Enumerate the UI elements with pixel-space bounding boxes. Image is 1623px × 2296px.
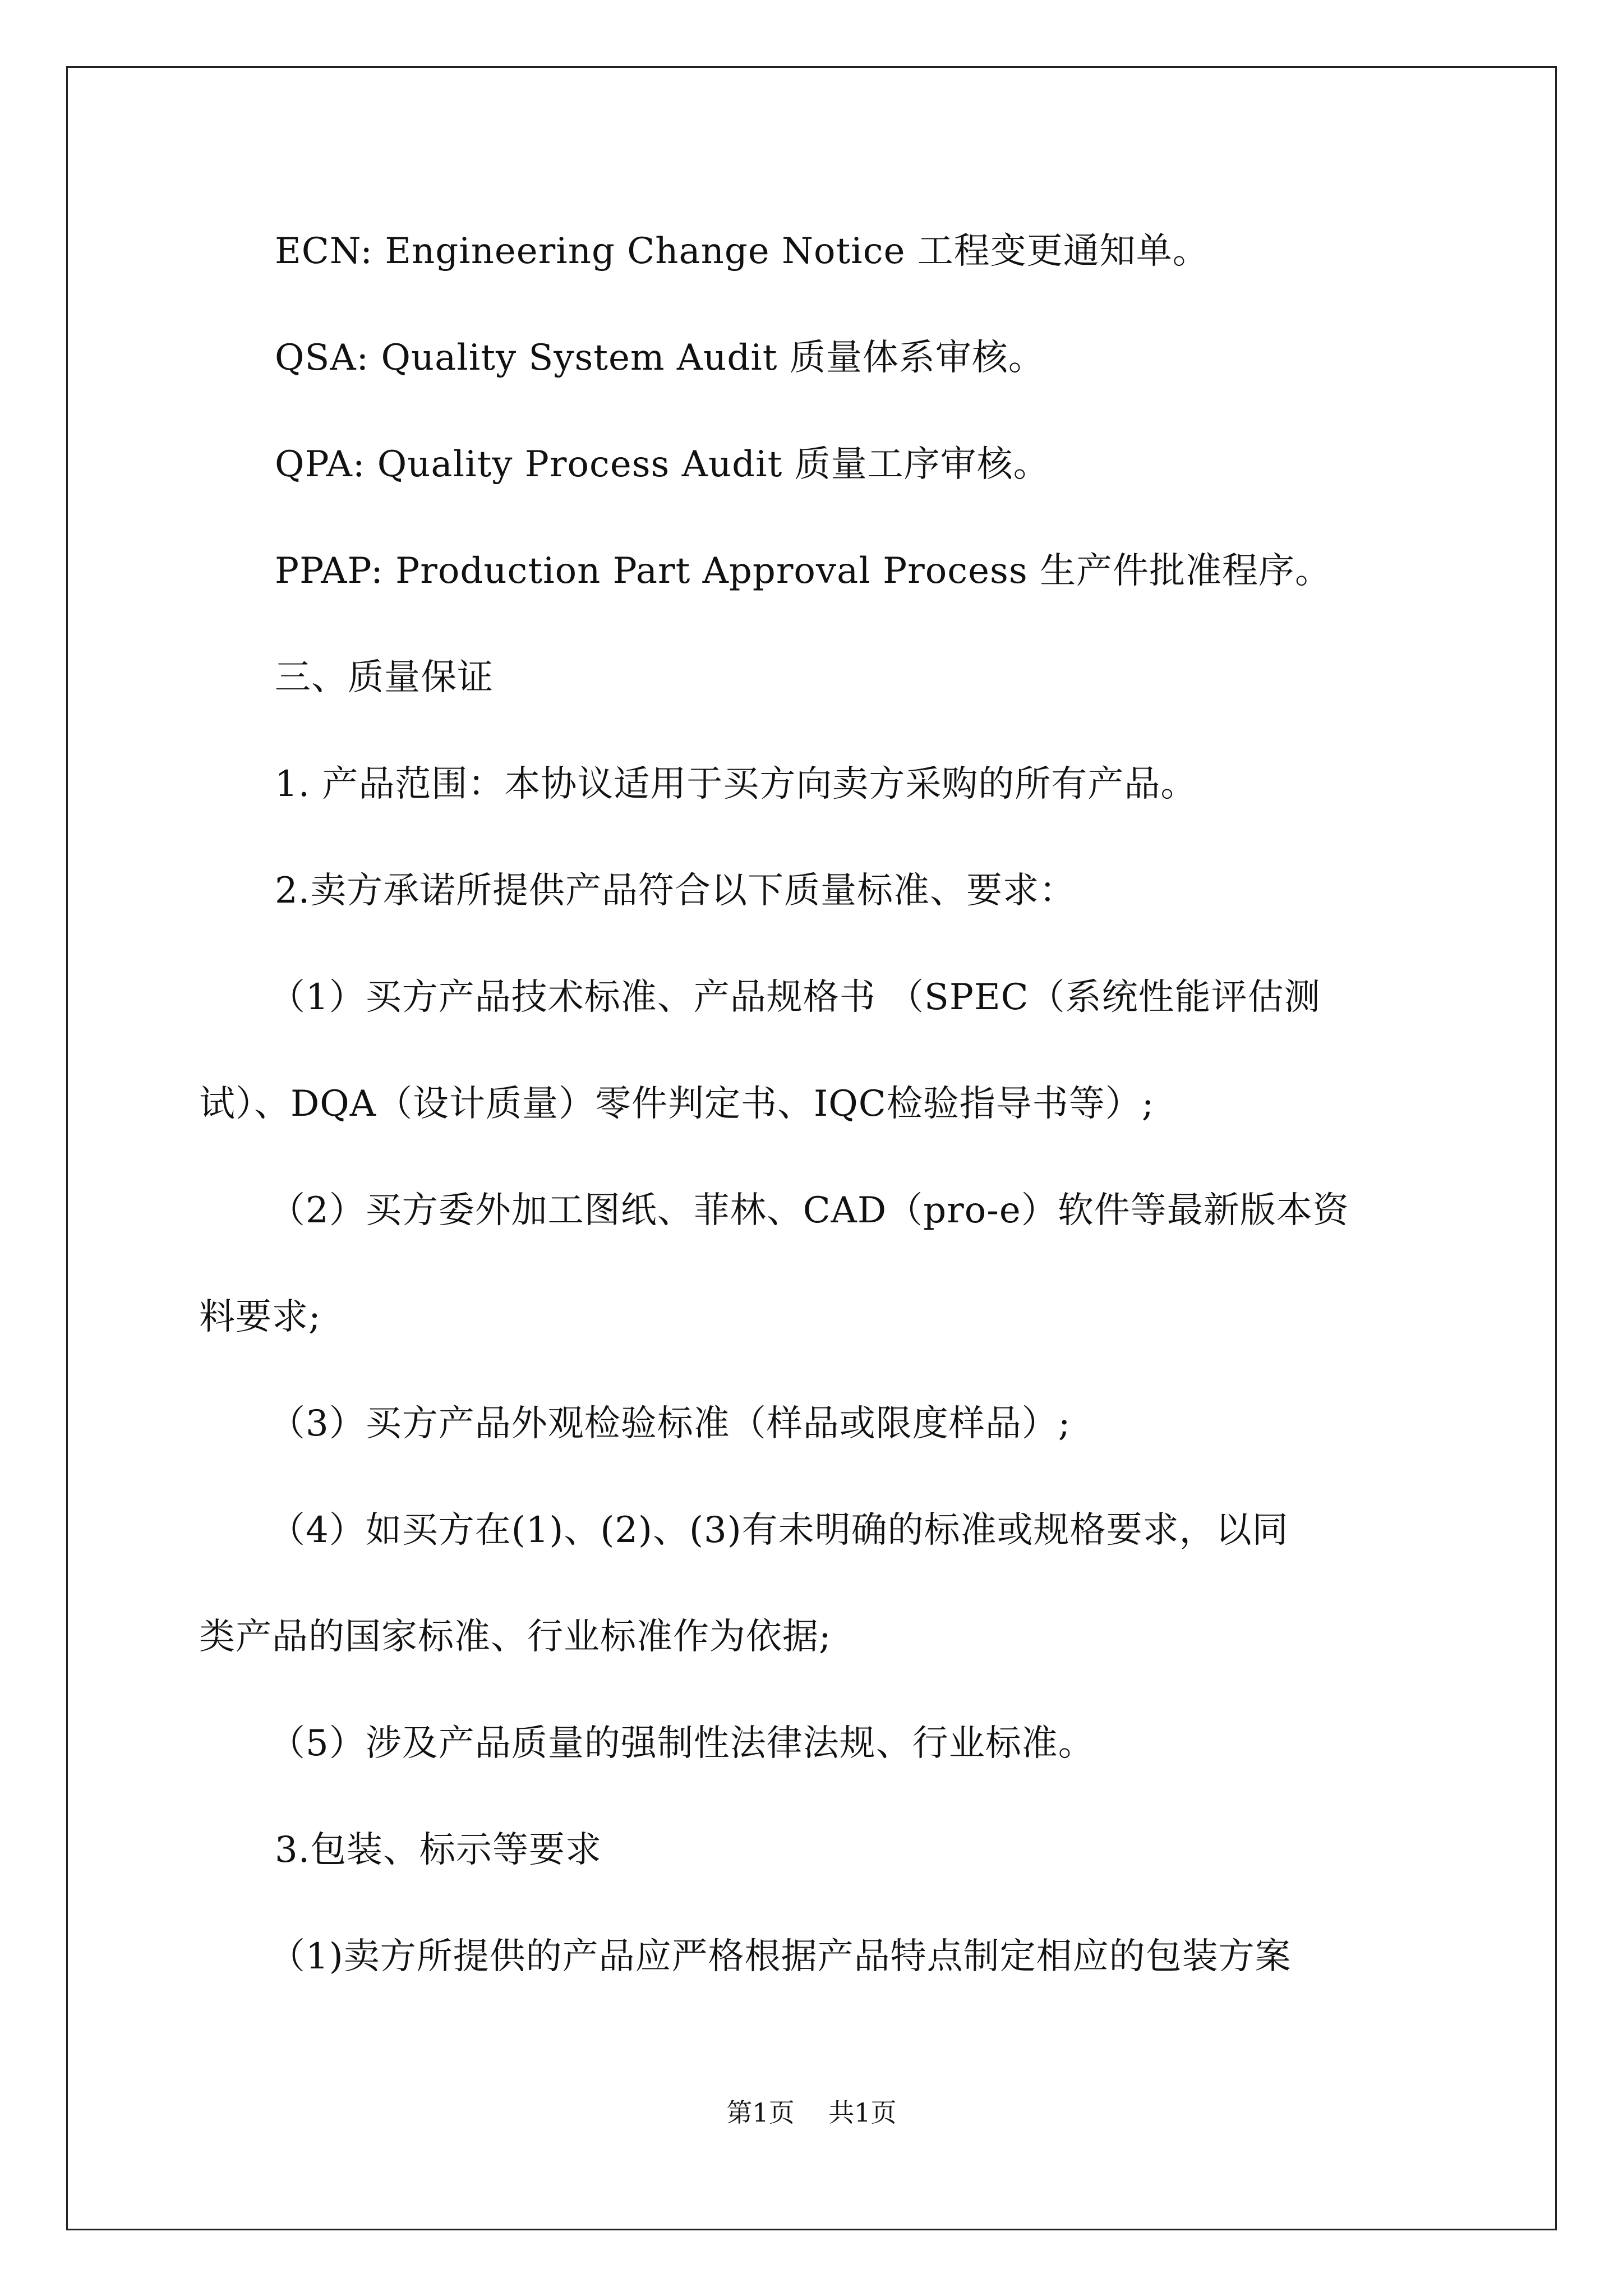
text-line-packaging-heading: 3.包装、标示等要求 [275,1829,602,1871]
text-line-item-4a: （4）如买方在(1)、(2)、(3)有未明确的标准或规格要求，以同 [269,1510,1289,1551]
text-line-item-2b: 料要求; [199,1296,321,1338]
section-heading-quality-assurance: 三、质量保证 [275,657,494,698]
text-line-ppap: PPAP: Production Part Approval Process 生产件批准程序。 [275,550,1331,592]
text-line-ecn: ECN: Engineering Change Notice 工程变更通知单。 [275,231,1209,272]
text-line-item-1b: 试）、DQA（设计质量）零件判定书、IQC检验指导书等）; [199,1083,1155,1125]
text-line-item-2a: （2）买方委外加工图纸、菲林、CAD（pro-e）软件等最新版本资 [269,1190,1349,1231]
page-border [66,66,1557,2230]
text-line-seller-commitment: 2.卖方承诺所提供产品符合以下质量标准、要求： [275,870,1076,912]
text-line-qsa: QSA: Quality System Audit 质量体系审核。 [275,337,1045,379]
text-line-packaging-1: （1)卖方所提供的产品应严格根据产品特点制定相应的包装方案 [269,1936,1292,1977]
text-line-item-1a: （1）买方产品技术标准、产品规格书 （SPEC（系统性能评估测 [269,977,1321,1018]
text-line-product-scope: 1. 产品范围：本协议适用于买方向卖方采购的所有产品。 [275,763,1197,805]
page-number-footer: 第1页 共1页 [726,2097,897,2128]
text-line-qpa: QPA: Quality Process Audit 质量工序审核。 [275,444,1050,485]
text-line-item-5: （5）涉及产品质量的强制性法律法规、行业标准。 [269,1723,1095,1764]
text-line-item-3: （3）买方产品外观检验标准（样品或限度样品）; [269,1403,1071,1444]
text-line-item-4b: 类产品的国家标准、行业标准作为依据; [199,1616,832,1658]
